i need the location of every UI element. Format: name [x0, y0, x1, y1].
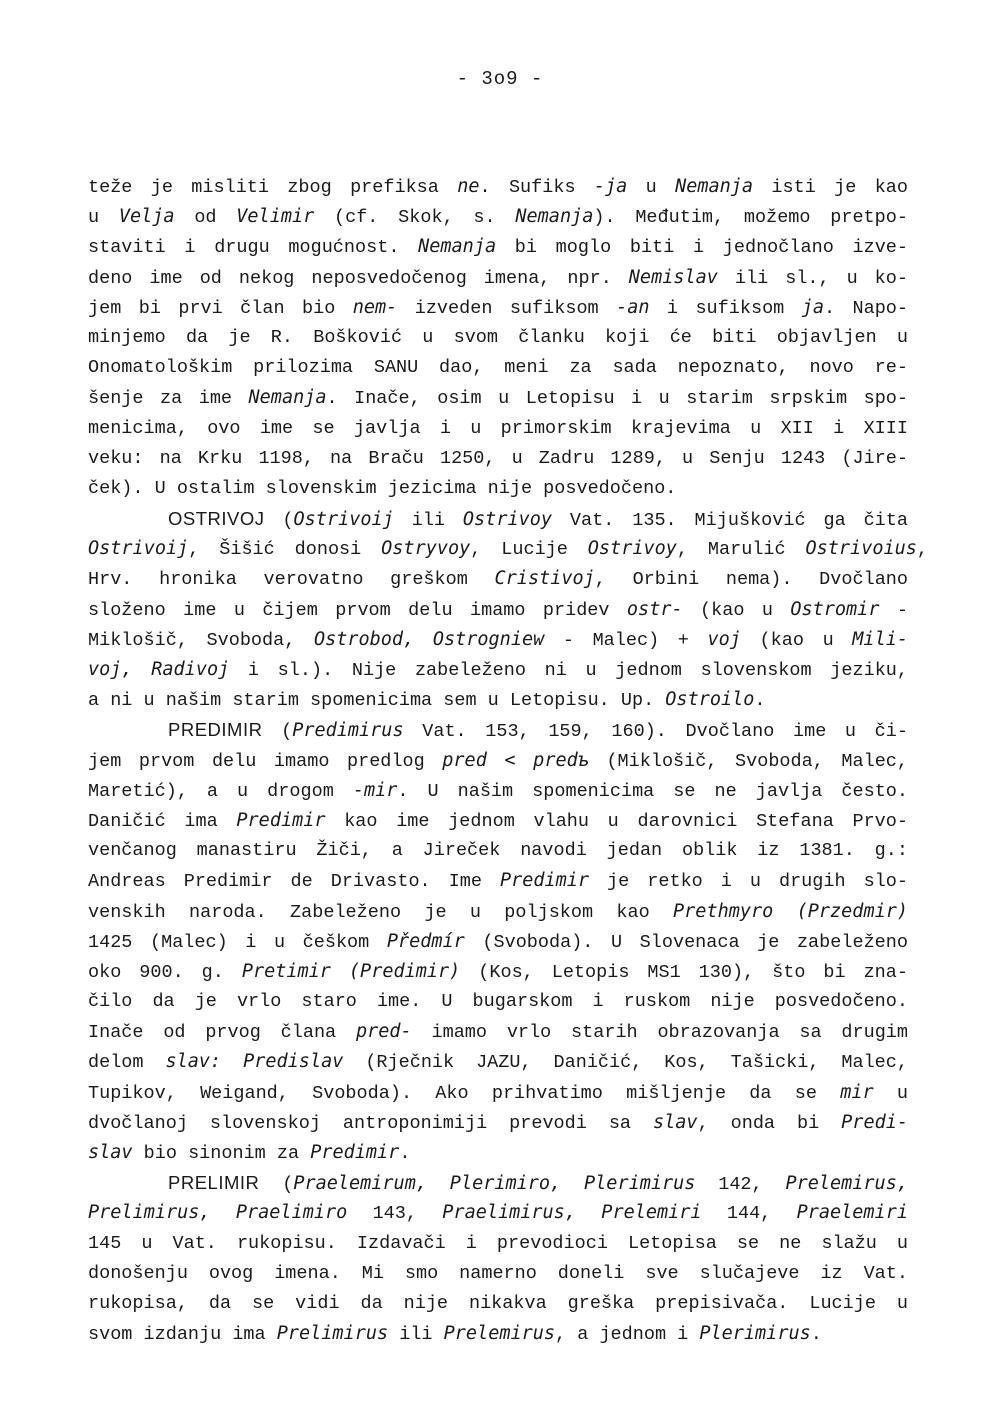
- text-line: [88, 353, 908, 383]
- italic-text: Nemislav: [628, 266, 718, 288]
- entry-heading: OSTRIVOJ: [168, 508, 265, 530]
- italic-text: Ostrobod, Ostrogniew: [313, 628, 545, 650]
- text-segment: donošenju ovog imena. Mi smo namerno doneli sve slučajeve iz Vat.: [88, 1262, 908, 1284]
- italic-text: Cristivoj: [494, 568, 595, 590]
- text-line: [88, 836, 908, 866]
- italic-text: Praelemirum, Plerimiro, Plerimirus: [293, 1173, 696, 1195]
- italic-text: Predimir: [310, 1142, 400, 1163]
- italic-text: slav: Predislav: [165, 1051, 344, 1073]
- text-segment: staviti i drugu mogućnost.: [88, 237, 419, 259]
- text-line: [88, 202, 908, 232]
- text-segment: dvočlanoj slovenskoj antroponimiji prevodi sa: [88, 1112, 653, 1134]
- text-line: [88, 1108, 908, 1138]
- text-segment: . Sufiks: [479, 177, 594, 198]
- italic-text: Velimir: [236, 206, 315, 228]
- text-line: [88, 625, 908, 655]
- text-line: [88, 1229, 908, 1259]
- text-segment: (kao u: [740, 629, 853, 651]
- text-segment: (: [259, 1174, 294, 1196]
- italic-text: Velja: [118, 206, 175, 228]
- entry-heading: PRELIMIR: [168, 1172, 260, 1194]
- text-line: [88, 323, 908, 353]
- text-segment: .: [399, 1143, 411, 1164]
- text-segment: je retko i u drugih slo-: [589, 871, 908, 893]
- text-line: [88, 474, 908, 504]
- italic-text: Predimirus: [292, 720, 404, 742]
- text-segment: i sufiksom: [649, 297, 802, 319]
- text-segment: . Inače, osim u Letopisu i u starim srpskim spo-: [326, 388, 908, 410]
- text-segment: (Svoboda). U Slovenaca je zabeleženo: [464, 931, 908, 953]
- text-segment: oko 900. g.: [88, 961, 242, 983]
- italic-text: Prelemirus,: [785, 1173, 908, 1195]
- text-segment: jem bi prvi član bio: [88, 297, 353, 319]
- italic-text: Ostroilo: [665, 689, 755, 711]
- italic-text: Praelemiri: [796, 1202, 908, 1224]
- text-segment: ili sl., u ko-: [717, 267, 908, 289]
- text-segment: ,: [916, 539, 928, 561]
- text-line: [88, 595, 908, 625]
- text-segment: , onda bi: [697, 1112, 842, 1134]
- text-segment: svom izdanju ima: [88, 1324, 277, 1346]
- text-line: [88, 1138, 908, 1168]
- text-line: [88, 1289, 908, 1319]
- text-segment: Andreas Predimir de Drivasto. Ime: [88, 871, 500, 893]
- text-segment: u: [627, 177, 676, 198]
- text-segment: (: [264, 510, 294, 532]
- text-segment: Maretić), a u drogom: [88, 780, 353, 802]
- italic-text: -an: [616, 296, 650, 318]
- text-segment: u: [873, 1082, 908, 1104]
- text-segment: šenje za ime: [88, 388, 249, 410]
- italic-text: Pretimir (Predimir): [241, 960, 461, 982]
- text-segment: . Napo-: [823, 297, 908, 319]
- text-line: [88, 232, 908, 262]
- italic-text: nem-: [352, 296, 398, 318]
- text-segment: ili: [393, 510, 463, 532]
- text-segment: (kao u: [682, 599, 791, 621]
- text-segment: 143,: [347, 1203, 443, 1225]
- text-line: [88, 564, 908, 594]
- text-segment: (cf. Skok, s.: [314, 207, 516, 229]
- body-text: [88, 172, 928, 1349]
- italic-text: Mili-: [852, 628, 908, 650]
- text-line: [88, 957, 908, 987]
- text-line: [88, 1047, 908, 1077]
- italic-text: Ostrivoij: [88, 538, 189, 560]
- italic-text: pred < predъ: [442, 749, 589, 771]
- text-segment: od: [174, 207, 237, 229]
- italic-text: Predi-: [841, 1111, 908, 1133]
- italic-text: Prethmyro (Przedmir): [673, 900, 908, 922]
- text-segment: (Kos, Letopis MS1 130), što bi zna-: [460, 961, 908, 983]
- text-segment: .: [810, 1324, 822, 1346]
- text-segment: (Rječnik JAZU, Daničić, Kos, Tašicki, Malec,: [343, 1052, 908, 1074]
- italic-text: -ja: [593, 176, 628, 197]
- text-line: [88, 927, 908, 957]
- page-number: - 3o9 -: [456, 68, 544, 90]
- italic-text: Ostrivoy: [587, 538, 677, 560]
- text-segment: , Orbini nema). Dvočlano: [594, 569, 908, 591]
- text-line: [88, 263, 908, 293]
- text-line: [88, 1078, 908, 1108]
- italic-text: Nemanja: [418, 236, 497, 258]
- text-segment: . U našim spomenicima se ne javlja često.: [397, 780, 908, 802]
- text-line: [88, 444, 908, 474]
- italic-text: -mir: [352, 779, 398, 801]
- text-segment: venčanog manastiru Žiči, a Jireček navodi jedan oblik iz 1381. g.:: [88, 840, 908, 862]
- text-segment: isti je kao: [753, 177, 908, 198]
- text-segment: 142,: [695, 1174, 786, 1196]
- italic-text: Predimir: [499, 870, 590, 892]
- text-line: [88, 293, 908, 323]
- text-segment: deno ime od nekog neposvedočenog imena, npr.: [88, 267, 629, 289]
- text-segment: veku: na Krku 1198, na Braču 1250, u Zadru 1289, u Senju 1243 (Jire-: [88, 447, 908, 469]
- text-segment: rukopisa, da se vidi da nije nikakva greška prepisivača. Lucije u: [88, 1292, 908, 1314]
- italic-text: pred-: [355, 1021, 412, 1043]
- text-segment: a ni u našim starim spomenicima sem u Letopisu. Up.: [88, 690, 666, 712]
- text-segment: , Lucije: [470, 539, 588, 561]
- text-line: [88, 1259, 908, 1289]
- italic-text: Ostrivoy: [462, 509, 553, 531]
- text-segment: ). Međutim, možemo pretpo-: [593, 207, 908, 229]
- text-segment: Vat. 153, 159, 160). Dvočlano ime u či-: [403, 721, 908, 743]
- text-segment: , Šišić donosi: [188, 539, 382, 561]
- text-line: [88, 1319, 908, 1349]
- text-line: [88, 1017, 908, 1047]
- text-line: [88, 806, 908, 836]
- italic-text: Prelimirus: [276, 1323, 389, 1345]
- text-line: [88, 414, 908, 444]
- text-line: [88, 1198, 908, 1228]
- text-segment: Onomatološkim prilozima SANU dao, meni za sada nepoznato, novo re-: [88, 357, 908, 379]
- text-segment: složeno ime u čijem prvom delu imamo pridev: [88, 599, 627, 621]
- italic-text: Prelemirus: [443, 1323, 556, 1345]
- text-segment: delom: [88, 1052, 166, 1074]
- italic-text: Ostromir: [790, 598, 880, 620]
- text-segment: Miklošič, Svoboda,: [88, 629, 314, 651]
- text-segment: Vat. 135. Mijušković ga čita: [552, 510, 908, 532]
- italic-text: Ostryvoy: [381, 538, 471, 560]
- text-segment: , Marulić: [676, 539, 806, 561]
- text-segment: venskih naroda. Zabeleženo je u poljskom kao: [88, 901, 674, 923]
- text-segment: ili: [388, 1324, 444, 1346]
- italic-text: Předmír: [386, 930, 465, 952]
- text-segment: 144,: [701, 1203, 797, 1225]
- text-segment: i sl.). Nije zabeleženo ni u jednom slovenskom jeziku,: [229, 660, 908, 681]
- text-segment: u: [88, 207, 119, 229]
- text-segment: imamo vrlo starih obrazovanja sa drugim: [411, 1022, 909, 1044]
- text-line: [88, 655, 908, 685]
- text-segment: izveden sufiksom: [397, 297, 617, 319]
- text-line: [88, 172, 908, 202]
- italic-text: Prelimirus, Praelimiro: [88, 1202, 348, 1224]
- text-line: [88, 504, 908, 534]
- italic-text: Nemanja: [248, 387, 327, 409]
- text-segment: Daničić ima: [88, 810, 237, 832]
- text-line: [88, 746, 908, 776]
- italic-text: Ostrivoij: [293, 509, 394, 531]
- italic-text: Nemanja: [515, 206, 594, 228]
- text-line: [88, 715, 908, 745]
- italic-text: ja: [801, 296, 824, 318]
- text-segment: kao ime jednom vlahu u darovnici Stefana Prvo-: [325, 810, 908, 832]
- italic-text: Ostrivoius: [805, 538, 917, 560]
- text-segment: 1425 (Malec) i u češkom: [88, 931, 387, 953]
- italic-text: Nemanja: [675, 176, 754, 197]
- text-segment: bi moglo biti i jednočlano izve-: [496, 237, 908, 259]
- text-line: [88, 866, 908, 896]
- italic-text: ostr-: [626, 598, 683, 620]
- entry-heading: PREDIMIR: [168, 719, 263, 741]
- italic-text: ne: [457, 176, 480, 197]
- text-segment: ček). U ostalim slovenskim jezicima nije posvedočeno.: [88, 477, 677, 499]
- italic-text: Praelimirus, Prelemiri: [442, 1202, 702, 1224]
- italic-text: Plerimirus: [699, 1323, 811, 1345]
- text-segment: Inače od prvog člana: [88, 1022, 356, 1044]
- text-segment: - Malec) +: [544, 629, 708, 651]
- text-segment: Tupikov, Weigand, Svoboda). Ako prihvatimo mišljenje da se: [88, 1082, 841, 1104]
- text-line: [88, 685, 908, 715]
- italic-text: voj: [707, 628, 741, 650]
- text-line: [88, 897, 908, 927]
- text-segment: , a jednom i: [555, 1324, 700, 1346]
- italic-text: mir: [840, 1081, 874, 1103]
- text-segment: 145 u Vat. rukopisu. Izdavači i prevodioci Letopisa se ne slažu u: [88, 1232, 908, 1254]
- text-segment: (Miklošič, Svoboda, Malec,: [588, 750, 909, 772]
- text-segment: jem prvom delu imamo predlog: [88, 750, 443, 772]
- italic-text: Predimir: [236, 809, 326, 831]
- text-line: [88, 383, 908, 413]
- text-segment: teže je misliti zbog prefiksa: [88, 177, 458, 198]
- text-line: [88, 1168, 908, 1198]
- italic-text: slav: [88, 1142, 133, 1163]
- italic-text: slav: [653, 1111, 698, 1133]
- text-line: [88, 776, 908, 806]
- text-segment: čilo da je vrlo staro ime. U bugarskom i ruskom nije posvedočeno.: [88, 991, 908, 1013]
- text-segment: -: [879, 599, 908, 621]
- text-segment: Hrv. hronika verovatno greškom: [88, 569, 495, 591]
- text-line: [88, 534, 928, 564]
- text-line: [88, 987, 908, 1017]
- text-segment: menicima, ovo ime se javlja i u primorskim krajevima u XII i XIII: [88, 417, 908, 439]
- text-segment: (: [262, 721, 293, 743]
- italic-text: voj, Radivoj: [88, 659, 230, 680]
- text-segment: bio sinonim za: [132, 1143, 311, 1164]
- text-segment: .: [754, 690, 766, 712]
- text-segment: minjemo da je R. Bošković u svom članku koji će biti objavljen u: [88, 326, 908, 348]
